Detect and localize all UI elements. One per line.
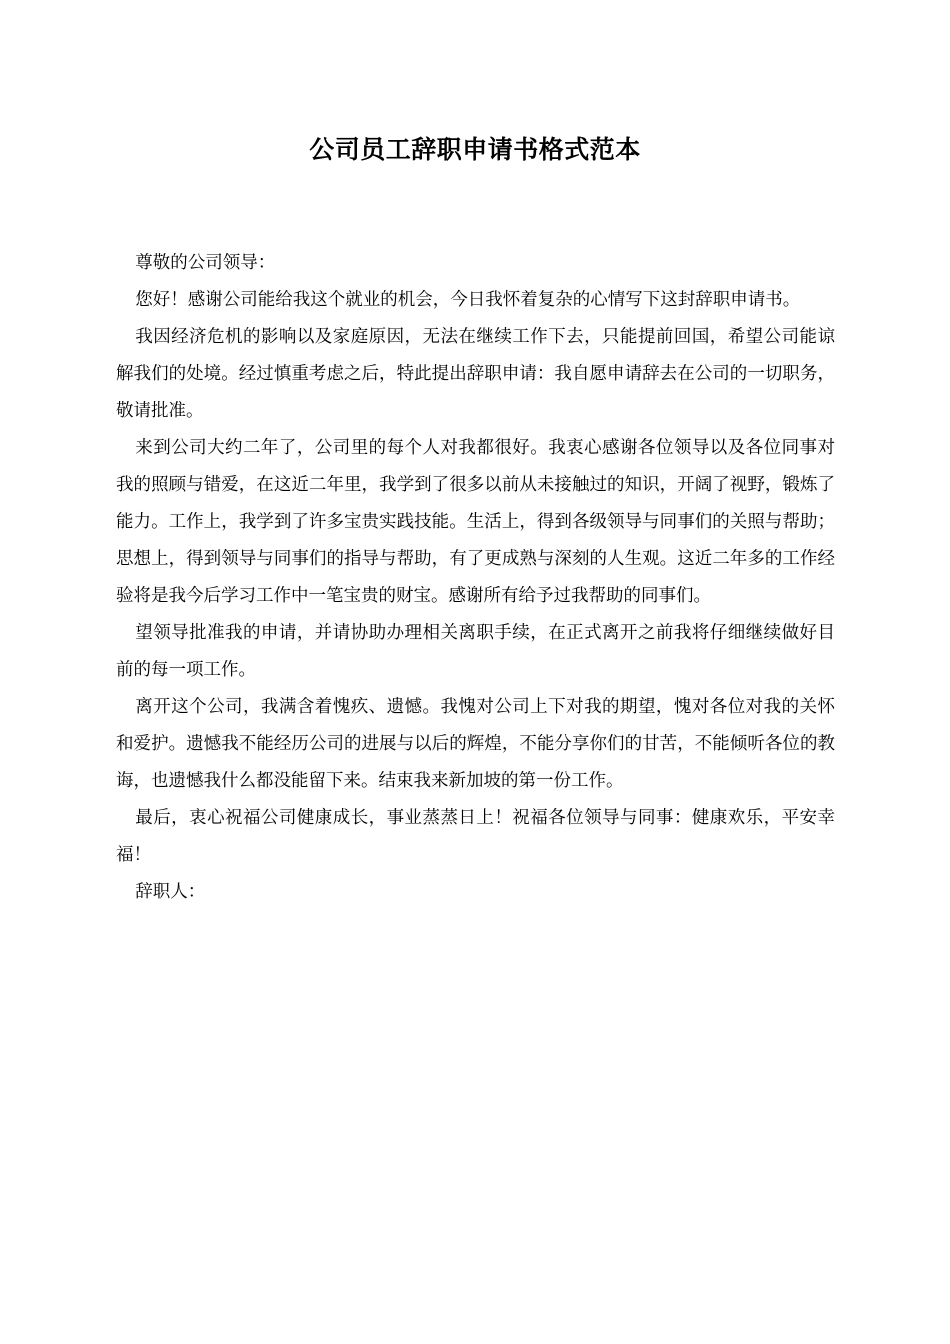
paragraph-gratitude: 来到公司大约二年了，公司里的每个人对我都很好。我衷心感谢各位领导以及各位同事对我的照顾与错爱，在这近二年里，我学到了很多以前从未接触过的知识，开阔了视野，锻炼了能力。工作上，我学到了许多宝贵实践技能。生活上，得到各级领导与同事们的关照与帮助；思想上，得到领导与同事们的指导与帮助，有了更成熟与深刻的人生观。这近二年多的工作经验将是我今后学习工作中一笔宝贵的财宝。感谢所有给予过我帮助的同事们。	[116, 438, 835, 606]
signature-line: 辞职人：	[135, 882, 206, 902]
document-title: 公司员工辞职申请书格式范本	[309, 135, 641, 164]
letter-body	[116, 245, 835, 911]
paragraph-regret: 离开这个公司，我满含着愧疚、遗憾。我愧对公司上下对我的期望，愧对各位对我的关怀和爱护。遗憾我不能经历公司的进展与以后的辉煌，不能分享你们的甘苦，不能倾听各位的教诲，也遗憾我什么都没能留下来。结束我来新加坡的第一份工作。	[116, 697, 835, 791]
paragraph-greeting: 您好！感谢公司能给我这个就业的机会，今日我怀着复杂的心情写下这封辞职申请书。	[135, 290, 801, 310]
paragraph-reason: 我因经济危机的影响以及家庭原因，无法在继续工作下去，只能提前回国，希望公司能谅解我们的处境。经过慎重考虑之后，特此提出辞职申请：我自愿申请辞去在公司的一切职务，敬请批准。	[116, 327, 835, 421]
paragraph-request: 望领导批准我的申请，并请协助办理相关离职手续，在正式离开之前我将仔细继续做好目前的每一项工作。	[116, 623, 835, 680]
paragraph-closing: 最后，衷心祝福公司健康成长，事业蒸蒸日上！祝福各位领导与同事：健康欢乐，平安幸福！	[116, 808, 835, 865]
salutation: 尊敬的公司领导：	[135, 253, 276, 273]
